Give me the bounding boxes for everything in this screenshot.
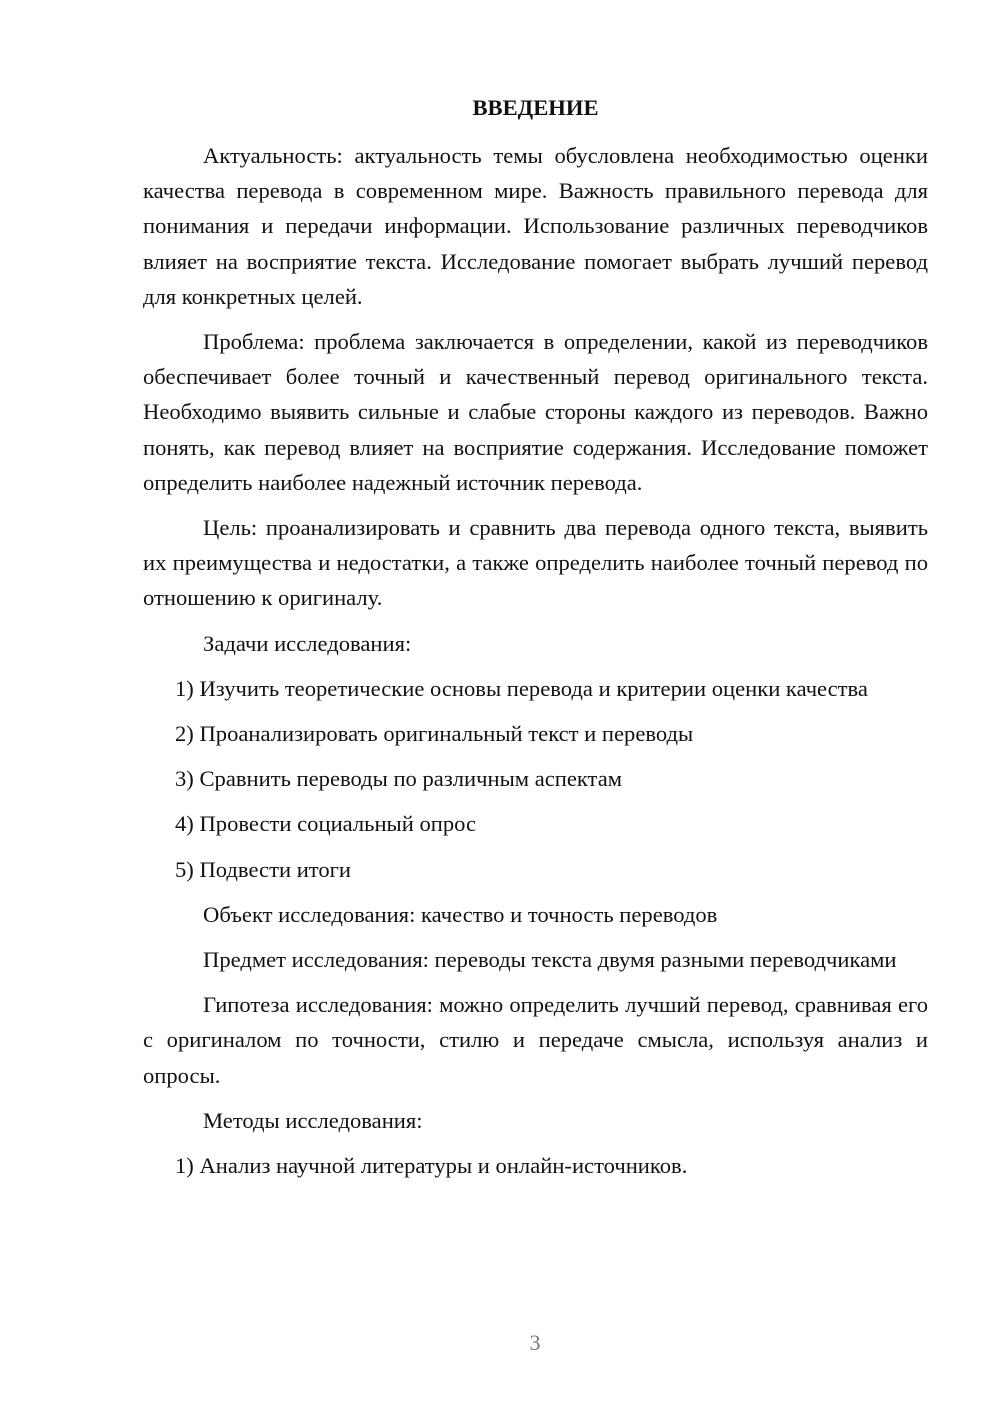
relevance-paragraph: Актуальность: актуальность темы обусловлена необходимостью оценки качества перевода в современном мире. Важность правильного перевода для понимания и передачи информации. Использование различных переводчиков влияет на восприятие текста. Исследование помогает выбрать лучший перевод для конкретных целей. bbox=[143, 143, 928, 309]
tasks-label: Задачи исследования: bbox=[203, 630, 412, 656]
task-item-3: 3) Сравнить переводы по различным аспектам bbox=[175, 766, 623, 792]
object-paragraph: Объект исследования: качество и точность переводов bbox=[203, 901, 718, 927]
method-item-1: 1) Анализ научной литературы и онлайн-источников. bbox=[175, 1153, 688, 1179]
methods-label: Методы исследования: bbox=[203, 1107, 423, 1133]
section-heading: ВВЕДЕНИЕ bbox=[472, 95, 599, 120]
task-item-4: 4) Провести социальный опрос bbox=[175, 811, 477, 837]
task-item-1: 1) Изучить теоретические основы перевода и критерии оценки качества bbox=[175, 675, 868, 701]
hypothesis-paragraph: Гипотеза исследования: можно определить лучший перевод, сравнивая его с оригиналом по точности, стилю и передаче смысла, используя анализ и опросы. bbox=[143, 992, 928, 1088]
task-item-2: 2) Проанализировать оригинальный текст и переводы bbox=[175, 721, 694, 747]
problem-paragraph: Проблема: проблема заключается в определении, какой из переводчиков обеспечивает более точный и качественный перевод оригинального текста. Необходимо выявить сильные и слабые стороны каждого из переводов. Важно понять, как перевод влияет на восприятие содержания. Исследование поможет определить наиболее надежный источник перевода. bbox=[143, 329, 928, 495]
page-content bbox=[143, 92, 928, 1183]
goal-paragraph: Цель: проанализировать и сравнить два перевода одного текста, выявить их преимущества и недостатки, а также определить наиболее точный перевод по отношению к оригиналу. bbox=[143, 515, 928, 611]
task-item-5: 5) Подвести итоги bbox=[175, 856, 352, 882]
page-number: 3 bbox=[529, 1330, 541, 1355]
subject-paragraph: Предмет исследования: переводы текста двумя разными переводчиками bbox=[203, 947, 897, 973]
